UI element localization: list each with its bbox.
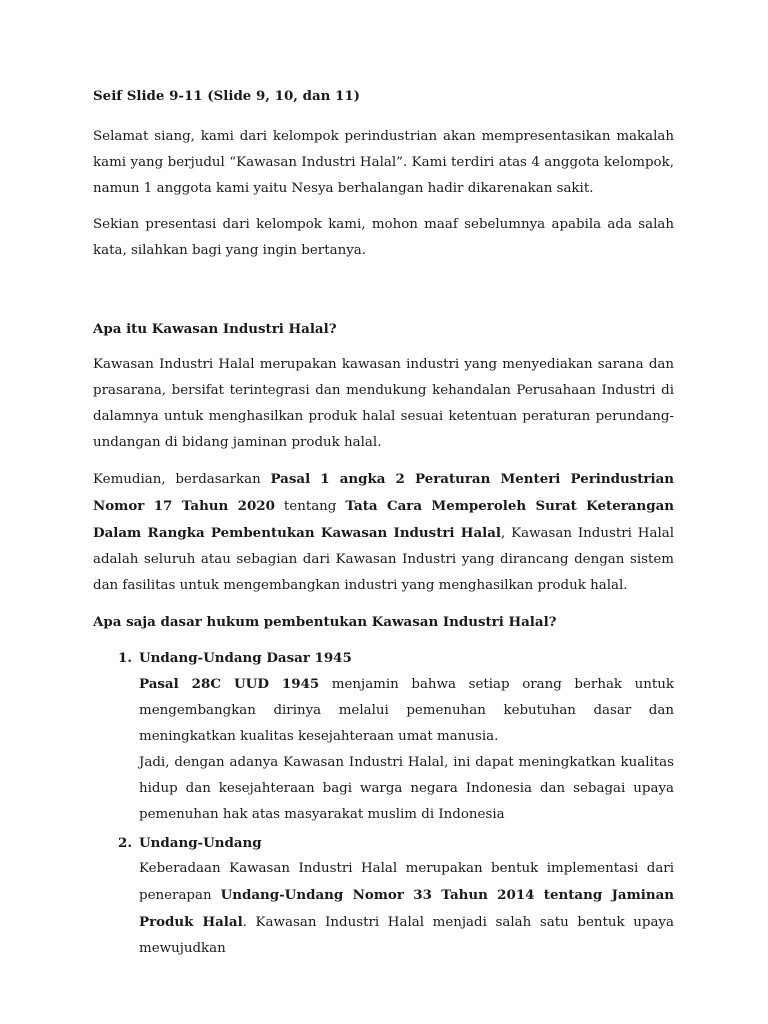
document-body xyxy=(93,83,674,962)
regulation-text-2: tentang xyxy=(274,499,346,514)
list-item-text: Keberadaan Kawasan Industri Halal merupakan bentuk implementasi dari penerapan xyxy=(139,861,674,903)
intro-paragraph-1: Selamat siang, kami dari kelompok perindustrian akan mempresentasikan makalah kami yang berjudul “Kawasan Industri Halal”. Kami terdiri atas 4 anggota kelompok, namun 1 anggota kami yaitu Nesya berhalangan hadir dikarenakan sakit. xyxy=(93,129,674,196)
regulation-text-1: Kemudian, berdasarkan xyxy=(93,472,271,487)
list-item-paragraph-1 xyxy=(139,671,674,750)
intro-paragraph-2: Sekian presentasi dari kelompok kami, mohon maaf sebelumnya apabila ada salah kata, silahkan bagi yang ingin bertanya. xyxy=(93,217,674,258)
list-item-text-end: . Kawasan Industri Halal menjadi salah satu bentuk upaya mewujudkan xyxy=(139,915,674,956)
document-title: Seif Slide 9-11 (Slide 9, 10, dan 11) xyxy=(93,88,360,104)
regulation-paragraph xyxy=(93,466,674,599)
list-item-paragraph-2: Jadi, dengan adanya Kawasan Industri Halal, ini dapat meningkatkan kualitas hidup dan kesejahteraan bagi warga negara Indonesia dan sebagai upaya pemenuhan hak atas masyarakat muslim di Indonesia xyxy=(139,755,674,822)
list-item xyxy=(93,830,674,962)
regulation-text-3: , Kawasan Industri Halal adalah seluruh atau sebagian dari Kawasan Industri yang dirancang dengan sistem dan fasilitas untuk mengembangkan industri yang menghasilkan produk halal. xyxy=(93,526,675,593)
regulation-bold-1: Pasal 1 angka 2 Peraturan Menteri Perindustrian Nomor 17 Tahun 2020 xyxy=(93,471,674,514)
list-item-bold: Pasal 28C UUD 1945 xyxy=(139,676,320,692)
legal-basis-list xyxy=(93,645,674,962)
list-item-title: Undang-Undang xyxy=(139,835,262,851)
list-item-title: Undang-Undang Dasar 1945 xyxy=(139,650,352,666)
list-item-number: 1. xyxy=(118,650,132,666)
list-item-number: 2. xyxy=(118,835,132,851)
list-item-bold: Undang-Undang Nomor 33 Tahun 2014 tentang Jaminan Produk Halal xyxy=(139,887,674,930)
definition-paragraph: Kawasan Industri Halal merupakan kawasan industri yang menyediakan sarana dan prasarana, bersifat terintegrasi dan mendukung kehandalan Perusahaan Industri di dalamnya untuk menghasilkan produk halal sesuai ketentuan peraturan perundang-undangan di bidang jaminan produk halal. xyxy=(93,357,674,450)
list-item xyxy=(93,645,674,828)
list-item-paragraph-1 xyxy=(139,856,674,962)
section-heading-legal-basis: Apa saja dasar hukum pembentukan Kawasan Industri Halal? xyxy=(93,614,557,630)
list-item-text: menjamin bahwa setiap orang berhak untuk mengembangkan dirinya melalui pemenuhan kebutuhan dasar dan meningkatkan kualitas kesejahteraan umat manusia. xyxy=(139,677,674,744)
section-heading-what-is: Apa itu Kawasan Industri Halal? xyxy=(93,321,337,337)
regulation-bold-2: Tata Cara Memperoleh Surat Keterangan Dalam Rangka Pembentukan Kawasan Industri Halal xyxy=(93,498,674,541)
